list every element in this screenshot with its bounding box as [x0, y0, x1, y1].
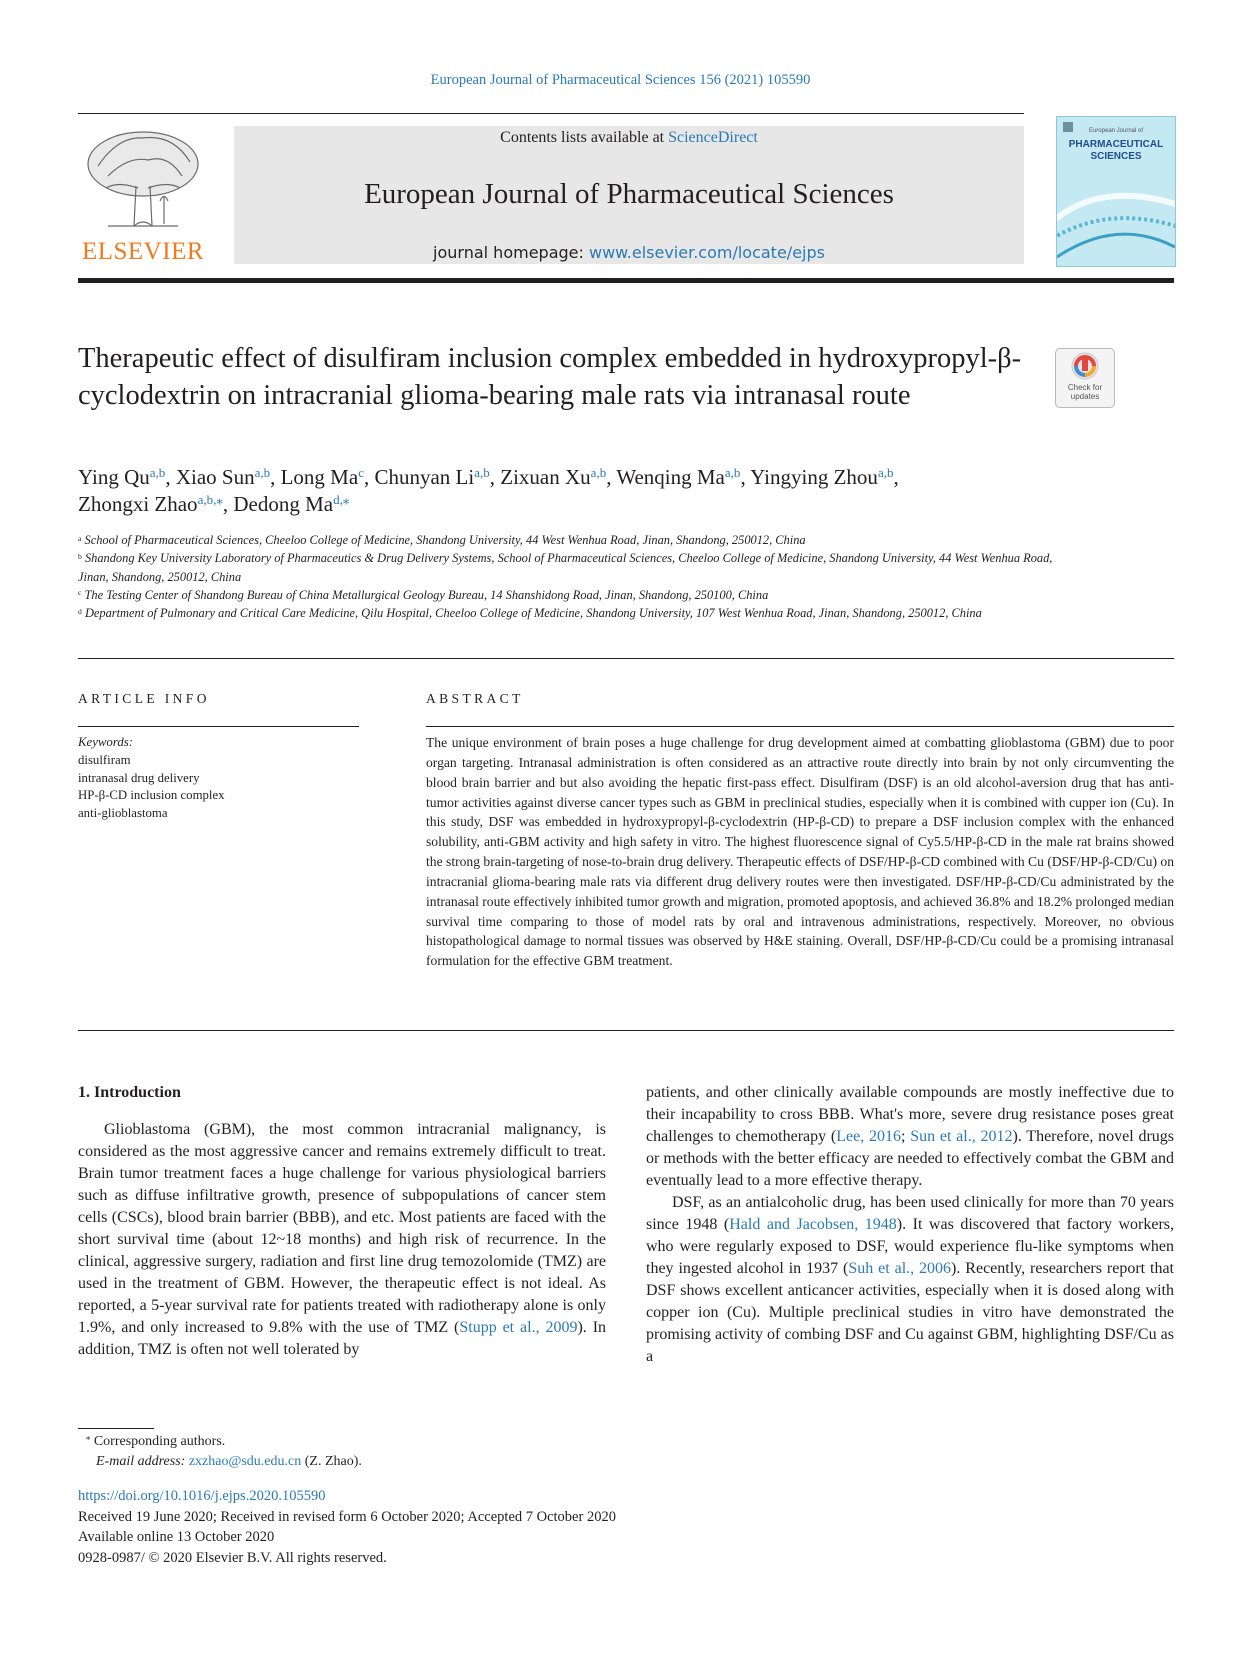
author-separator: ,	[893, 465, 899, 489]
elsevier-wordmark: ELSEVIER	[81, 238, 205, 265]
author-list	[78, 464, 1078, 518]
corresponding-line	[86, 1432, 686, 1452]
body-right-column	[646, 1082, 1174, 1368]
elsevier-tree-icon	[78, 126, 208, 238]
author-name: Wenqing Ma	[616, 465, 725, 489]
author-affil-sup[interactable]: c	[358, 464, 364, 480]
affiliation	[78, 549, 1078, 586]
affiliation	[78, 604, 1078, 622]
email-link[interactable]: zxzhao@sdu.edu.cn	[188, 1454, 302, 1469]
footnote-marker: ⁎	[86, 1432, 91, 1443]
cover-line-3: SCIENCES	[1090, 151, 1142, 162]
abstract-text: The unique environment of brain poses a huge challenge for drug development aimed at combatting glioblastoma (GBM) due to poor organ targeting. Intranasal administration is often considered as an attractive route directly into brain by not only circumventing the blood brain barrier and but also avoiding the hepatic first-pass effect. Disulfiram (DSF) is an old alcohol-aversion drug that has anti-tumor activities against diverse cancer types such as GBM in preclinical studies, especially when it is combined with cupper ion (Cu). In this study, DSF was embedded in hydroxypropyl-β-cyclodextrin (HP-β-CD) to prepare a DSF inclusion complex with the enhanced solubility, anti-GBM activity and high safety in vitro. The highest fluorescence signal of Cy5.5/HP-β-CD in the male rat brains showed the strong brain-targeting of nose-to-brain drug delivery. Therapeutic effects of DSF/HP-β-CD combined with Cu (DSF/HP-β-CD/Cu) on intracranial glioma-bearing male rats via different drug delivery routes were then investigated. DSF/HP-β-CD/Cu administrated by the intranasal route effectively inhibited tumor growth and migration, promoted apoptosis, and achieved 36.8% and 18.2% prolonged median survival time comparing to those of model rats by oral and intravenous administrations, respectively. Moreover, no obvious histopathological damage to normal tissues was observed by H&E staining. Overall, DSF/HP-β-CD/Cu could be a promising intranasal formulation for the effective GBM treatment.	[426, 735, 1174, 969]
author[interactable]	[78, 465, 165, 489]
check-for-updates-button[interactable]	[1055, 348, 1115, 408]
paragraph-text: DSF, as an antialcoholic drug, has been used clinically for more than 70 years since 1948 (	[646, 1194, 1174, 1233]
author-separator: ,	[606, 465, 617, 489]
affiliation-key: a	[78, 533, 82, 543]
affiliations-rule	[78, 658, 1174, 659]
header-thick-rule	[78, 278, 1174, 283]
article-title: Therapeutic effect of disulfiram inclusion complex embedded in hydroxypropyl-β-cyclodextrin on intracranial glioma-bearing male rats via intranasal route	[78, 343, 1022, 411]
body-left-column	[78, 1082, 606, 1361]
author-name: Zhongxi Zhao	[78, 492, 198, 516]
affiliation-text: Department of Pulmonary and Critical Care Medicine, Qilu Hospital, Cheeloo College of Medicine, Shandong University, 107 West Wenhua Road, Jinan, Shandong, 250012, China	[84, 606, 982, 621]
paragraph-text: ;	[900, 1128, 911, 1145]
author-name: Zixuan Xu	[500, 465, 591, 489]
homepage-link[interactable]: www.elsevier.com/locate/ejps	[588, 243, 825, 262]
elsevier-logo[interactable]	[78, 126, 208, 266]
journal-cover-thumbnail[interactable]	[1056, 116, 1176, 267]
citation-link[interactable]: Hald and Jacobsen, 1948	[729, 1216, 897, 1233]
keyword: intranasal drug delivery	[78, 770, 200, 785]
affiliation-text: Shandong Key University Laboratory of Pharmaceutics & Drug Delivery Systems, School of Pharmaceutical Sciences, Cheeloo College of Medicine, Shandong University, 44 West Wenhua Road, Jinan, Shandong, 250012, China	[78, 551, 1053, 584]
cover-line-2: PHARMACEUTICAL	[1068, 139, 1164, 150]
cfu-line-1: Check for	[1067, 383, 1103, 392]
citation-link[interactable]: Stupp et al., 2009	[459, 1319, 578, 1336]
affiliations	[78, 531, 1078, 622]
abstract-heading: ABSTRACT	[426, 691, 524, 706]
author-affil-sup[interactable]: a,b	[877, 464, 894, 480]
body-paragraph	[646, 1082, 1174, 1192]
author[interactable]	[374, 465, 489, 489]
email-line	[86, 1452, 686, 1472]
author-affil-sup[interactable]: a,b,⁎	[197, 491, 223, 507]
author-name: Ying Qu	[78, 465, 150, 489]
sciencedirect-link[interactable]: ScienceDirect	[668, 129, 758, 146]
received-dates: Received 19 June 2020; Received in revised form 6 October 2020; Accepted 7 October 2020	[78, 1508, 616, 1525]
author-affil-sup[interactable]: a,b	[724, 464, 741, 480]
footnote-rule	[78, 1428, 154, 1429]
affiliation-text: The Testing Center of Shandong Bureau of China Metallurgical Geology Bureau, 14 Shanshidong Road, Jinan, Shandong, 250100, China	[84, 587, 769, 602]
citation-link[interactable]: Lee, 2016	[836, 1128, 901, 1145]
author[interactable]	[616, 465, 740, 489]
paragraph-text: ). Recently, researchers report that DSF shows excellent anticancer activities, especially when it is dosed along with copper ion (Cu). Multiple preclinical studies in vitro have demonstrated the promising activity of combing DSF and Cu against GBM, highlighting DSF/Cu as a	[646, 1260, 1174, 1365]
article-info-heading: ARTICLE INFO	[78, 691, 210, 706]
journal-banner	[234, 126, 1024, 264]
section-heading-introduction: 1. Introduction	[78, 1084, 181, 1101]
body-paragraph	[78, 1119, 606, 1361]
author-name: Yingying Zhou	[750, 465, 878, 489]
homepage-line	[234, 243, 1024, 262]
affiliation-key: c	[78, 588, 82, 598]
corresponding-text: Corresponding authors.	[93, 1434, 226, 1449]
affiliation-key: b	[78, 551, 82, 561]
email-owner: (Z. Zhao).	[304, 1454, 362, 1469]
cover-line-1: European Journal of	[1088, 128, 1144, 134]
author-separator: ,	[363, 465, 375, 489]
doi-link[interactable]: https://doi.org/10.1016/j.ejps.2020.105590	[78, 1488, 326, 1504]
author-name: Long Ma	[280, 465, 359, 489]
author-affil-sup[interactable]: a,b	[474, 464, 490, 480]
affiliation-key: d	[78, 606, 82, 616]
paragraph-text: ). Therefore, novel drugs or methods with the better efficacy are needed to effectively combat the GBM and eventually lead to a more effective therapy.	[646, 1128, 1175, 1189]
corresponding-footnote	[86, 1432, 686, 1472]
author-separator: ,	[270, 465, 281, 489]
paragraph-text: Glioblastoma (GBM), the most common intracranial malignancy, is considered as the most aggressive cancer and remains extremely difficult to treat. Brain tumor treatment faces a huge challenge for various physiological barriers such as diffuse infiltrative growth, presence of subpopulations of cancer stem cells (CSCs), blood brain barrier (BBB), and etc. Most patients are faced with the short survival time (about 12~18 months) and high risk of recurrence. In the clinical, aggressive surgery, radiation and first line drug temozolomide (TMZ) are used in the treatment of GBM. However, the therapeutic effect is not ideal. As reported, a 5-year survival rate for patients treated with radiotherapy alone is only 1.9%, and only increased to 9.8% with the use of TMZ (	[78, 1121, 606, 1336]
keyword: disulfiram	[78, 752, 131, 767]
abstract-end-rule	[78, 1030, 1174, 1031]
cfu-line-2: updates	[1070, 392, 1100, 401]
author-affil-sup[interactable]: a,b	[149, 464, 166, 480]
homepage-prefix: journal homepage:	[433, 243, 584, 262]
author[interactable]	[750, 465, 893, 489]
author-separator: ,	[740, 465, 751, 489]
keywords-label: Keywords:	[78, 735, 133, 749]
keyword: anti-glioblastoma	[78, 806, 168, 821]
paragraph-text: ). It was discovered that factory workers, who were regularly exposed to DSF, would experience flu-like symptoms when they ingested alcohol in 1937 (	[646, 1216, 1175, 1277]
header-rule	[78, 113, 1024, 114]
author-affil-sup[interactable]: a,b	[254, 464, 271, 480]
author-separator: ,	[489, 465, 501, 489]
author[interactable]	[281, 465, 364, 489]
author[interactable]	[500, 465, 606, 489]
author[interactable]	[176, 465, 270, 489]
contents-prefix: Contents lists available at	[500, 129, 665, 146]
article-info-rule	[78, 726, 359, 727]
publication-info	[78, 1486, 878, 1568]
available-online: Available online 13 October 2020	[78, 1529, 275, 1545]
paragraph-text: ). In addition, TMZ is often not well tolerated by	[78, 1319, 607, 1358]
author-name: Xiao Sun	[175, 465, 255, 489]
citation-link[interactable]: Sun et al., 2012	[910, 1128, 1013, 1145]
affiliation-text: School of Pharmaceutical Sciences, Cheeloo College of Medicine, Shandong University, 44 West Wenhua Road, Jinan, Shandong, 250012, China	[84, 533, 806, 547]
paragraph-text: patients, and other clinically available compounds are mostly ineffective due to their incapability to cross BBB. What's more, severe drug resistance poses great challenges to chemotherapy (	[646, 1084, 1174, 1145]
copyright: 0928-0987/ © 2020 Elsevier B.V. All rights reserved.	[78, 1549, 387, 1566]
author[interactable]	[233, 492, 349, 516]
journal-title: European Journal of Pharmaceutical Sciences	[364, 178, 894, 210]
affiliation	[78, 531, 1078, 549]
check-for-updates-label	[1056, 383, 1114, 401]
citation-link[interactable]: Suh et al., 2006	[848, 1260, 952, 1277]
keyword: HP-β-CD inclusion complex	[78, 788, 225, 803]
journal-citation-link[interactable]: European Journal of Pharmaceutical Sciences 156 (2021) 105590	[430, 72, 811, 88]
author-name: Dedong Ma	[233, 492, 334, 516]
contents-line	[234, 129, 1024, 147]
author-separator: ,	[222, 492, 234, 516]
body-paragraph	[646, 1192, 1174, 1368]
author-separator: ,	[165, 465, 176, 489]
author[interactable]	[78, 492, 223, 516]
check-for-updates-icon	[1056, 349, 1114, 385]
author-affil-sup[interactable]: d,⁎	[333, 491, 350, 507]
abstract-rule	[426, 726, 1174, 727]
affiliation	[78, 586, 1078, 604]
keywords-block	[78, 734, 358, 823]
email-label: E-mail address:	[96, 1454, 186, 1469]
author-affil-sup[interactable]: a,b	[590, 464, 607, 480]
author-name: Chunyan Li	[374, 465, 475, 489]
